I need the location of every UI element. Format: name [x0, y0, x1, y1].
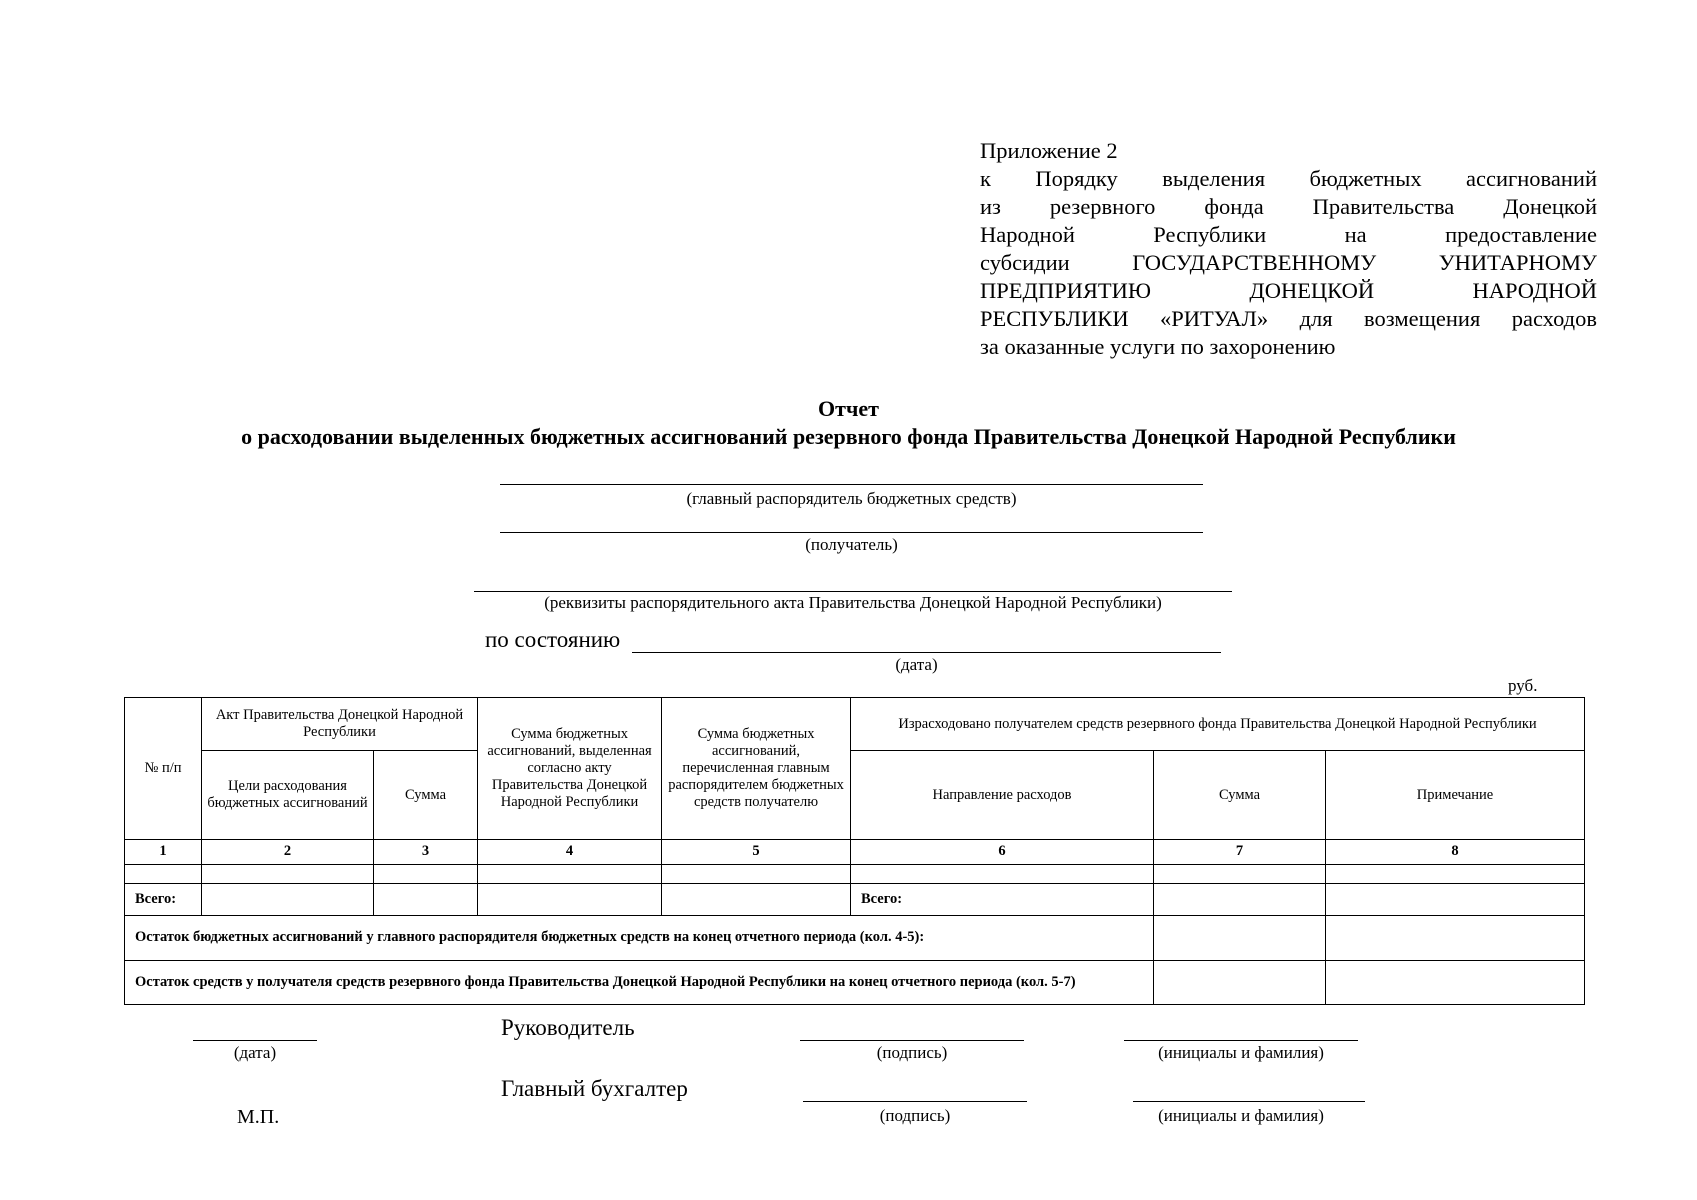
main-manager-caption: (главный распорядитель бюджетных средств) — [686, 489, 1017, 508]
total-cell[interactable] — [662, 883, 851, 915]
table-cell[interactable] — [202, 864, 374, 883]
total-label-right: Всего: — [851, 883, 1154, 915]
balance-manager-note[interactable] — [1326, 915, 1585, 960]
header-act-sum: Сумма — [374, 751, 478, 840]
column-numbers-row — [125, 840, 1585, 864]
table-cell[interactable] — [662, 864, 851, 883]
total-cell[interactable] — [1326, 883, 1585, 915]
column-number: 2 — [202, 840, 374, 864]
header-allocated: Сумма бюджетных ассигнований, выделенная согласно акту Правительства Донецкой Народной Республики — [478, 698, 662, 840]
total-label-left: Всего: — [125, 883, 202, 915]
head-name-caption: (инициалы и фамилия) — [1158, 1043, 1324, 1062]
total-row — [125, 883, 1585, 915]
column-number: 5 — [662, 840, 851, 864]
as-of-date-caption: (дата) — [895, 655, 938, 674]
head-name-field[interactable] — [1124, 1040, 1358, 1041]
balance-recipient-row — [125, 960, 1585, 1004]
currency-label: руб. — [1508, 676, 1538, 695]
annex-line: РЕСПУБЛИКИ «РИТУАЛ» для возмещения расходов — [980, 306, 1597, 331]
total-cell[interactable] — [202, 883, 374, 915]
annex-line: субсидии ГОСУДАРСТВЕННОМУ УНИТАРНОМУ — [980, 250, 1597, 275]
annex-line: из резервного фонда Правительства Донецкой — [980, 194, 1597, 219]
balance-manager-row — [125, 915, 1585, 960]
recipient-caption: (получатель) — [805, 535, 898, 554]
accountant-signature-field[interactable] — [803, 1101, 1027, 1102]
report-title: Отчет — [818, 396, 879, 421]
report-subtitle: о расходовании выделенных бюджетных ассигнований резервного фонда Правительства Донецкой Народной Республики — [241, 424, 1456, 449]
balance-recipient-note[interactable] — [1326, 960, 1585, 1004]
annex-block — [980, 137, 1597, 361]
stamp-label: М.П. — [237, 1106, 280, 1128]
column-number: 3 — [374, 840, 478, 864]
accountant-signature-caption: (подпись) — [879, 1106, 951, 1125]
table-cell[interactable] — [374, 864, 478, 883]
as-of-date-field[interactable] — [632, 652, 1221, 653]
header-num: № п/п — [125, 698, 202, 840]
report-date-field[interactable] — [193, 1040, 317, 1041]
head-signature-field[interactable] — [800, 1040, 1024, 1041]
header-direction: Направление расходов — [851, 751, 1154, 840]
as-of-label: по состоянию — [485, 627, 621, 652]
column-number: 7 — [1154, 840, 1326, 864]
report-date-caption: (дата) — [233, 1043, 277, 1062]
head-label: Руководитель — [501, 1015, 635, 1040]
table-cell[interactable] — [1154, 864, 1326, 883]
annex-line: за оказанные услуги по захоронению — [980, 334, 1336, 359]
report-table — [124, 697, 1585, 1005]
header-spent: Израсходовано получателем средств резервного фонда Правительства Донецкой Народной Республики — [851, 698, 1585, 751]
header-act: Акт Правительства Донецкой Народной Республики — [202, 698, 478, 751]
annex-line: Приложение 2 — [980, 138, 1118, 163]
header-goals: Цели расходования бюджетных ассигнований — [202, 751, 374, 840]
balance-manager-value[interactable] — [1154, 915, 1326, 960]
header-transferred: Сумма бюджетных ассигнований, перечисленная главным распорядителем бюджетных средств получателю — [662, 698, 851, 840]
recipient-field[interactable] — [500, 532, 1203, 533]
annex-line: к Порядку выделения бюджетных ассигнований — [980, 166, 1597, 191]
accountant-label: Главный бухгалтер — [501, 1076, 688, 1101]
header-note: Примечание — [1326, 751, 1585, 840]
total-cell[interactable] — [1154, 883, 1326, 915]
table-cell[interactable] — [1326, 864, 1585, 883]
accountant-name-field[interactable] — [1133, 1101, 1365, 1102]
column-number: 6 — [851, 840, 1154, 864]
annex-line: Народной Республики на предоставление — [980, 222, 1597, 247]
accountant-name-caption: (инициалы и фамилия) — [1158, 1106, 1324, 1125]
total-cell[interactable] — [478, 883, 662, 915]
balance-recipient-value[interactable] — [1154, 960, 1326, 1004]
balance-recipient-label: Остаток средств у получателя средств резервного фонда Правительства Донецкой Народной Республики на конец отчетного периода (кол. 5-7) — [125, 960, 1154, 1004]
table-cell[interactable] — [478, 864, 662, 883]
column-number: 1 — [125, 840, 202, 864]
header-spent-sum: Сумма — [1154, 751, 1326, 840]
table-cell[interactable] — [851, 864, 1154, 883]
table-cell[interactable] — [125, 864, 202, 883]
balance-manager-label: Остаток бюджетных ассигнований у главного распорядителя бюджетных средств на конец отчетного периода (кол. 4-5): — [125, 915, 1154, 960]
column-number: 4 — [478, 840, 662, 864]
total-cell[interactable] — [374, 883, 478, 915]
main-manager-field[interactable] — [500, 484, 1203, 485]
act-details-field[interactable] — [474, 591, 1232, 592]
annex-line: ПРЕДПРИЯТИЮ ДОНЕЦКОЙ НАРОДНОЙ — [980, 278, 1597, 303]
act-details-caption: (реквизиты распорядительного акта Правительства Донецкой Народной Республики) — [544, 593, 1162, 612]
head-signature-caption: (подпись) — [876, 1043, 948, 1062]
table-row — [125, 864, 1585, 883]
column-number: 8 — [1326, 840, 1585, 864]
